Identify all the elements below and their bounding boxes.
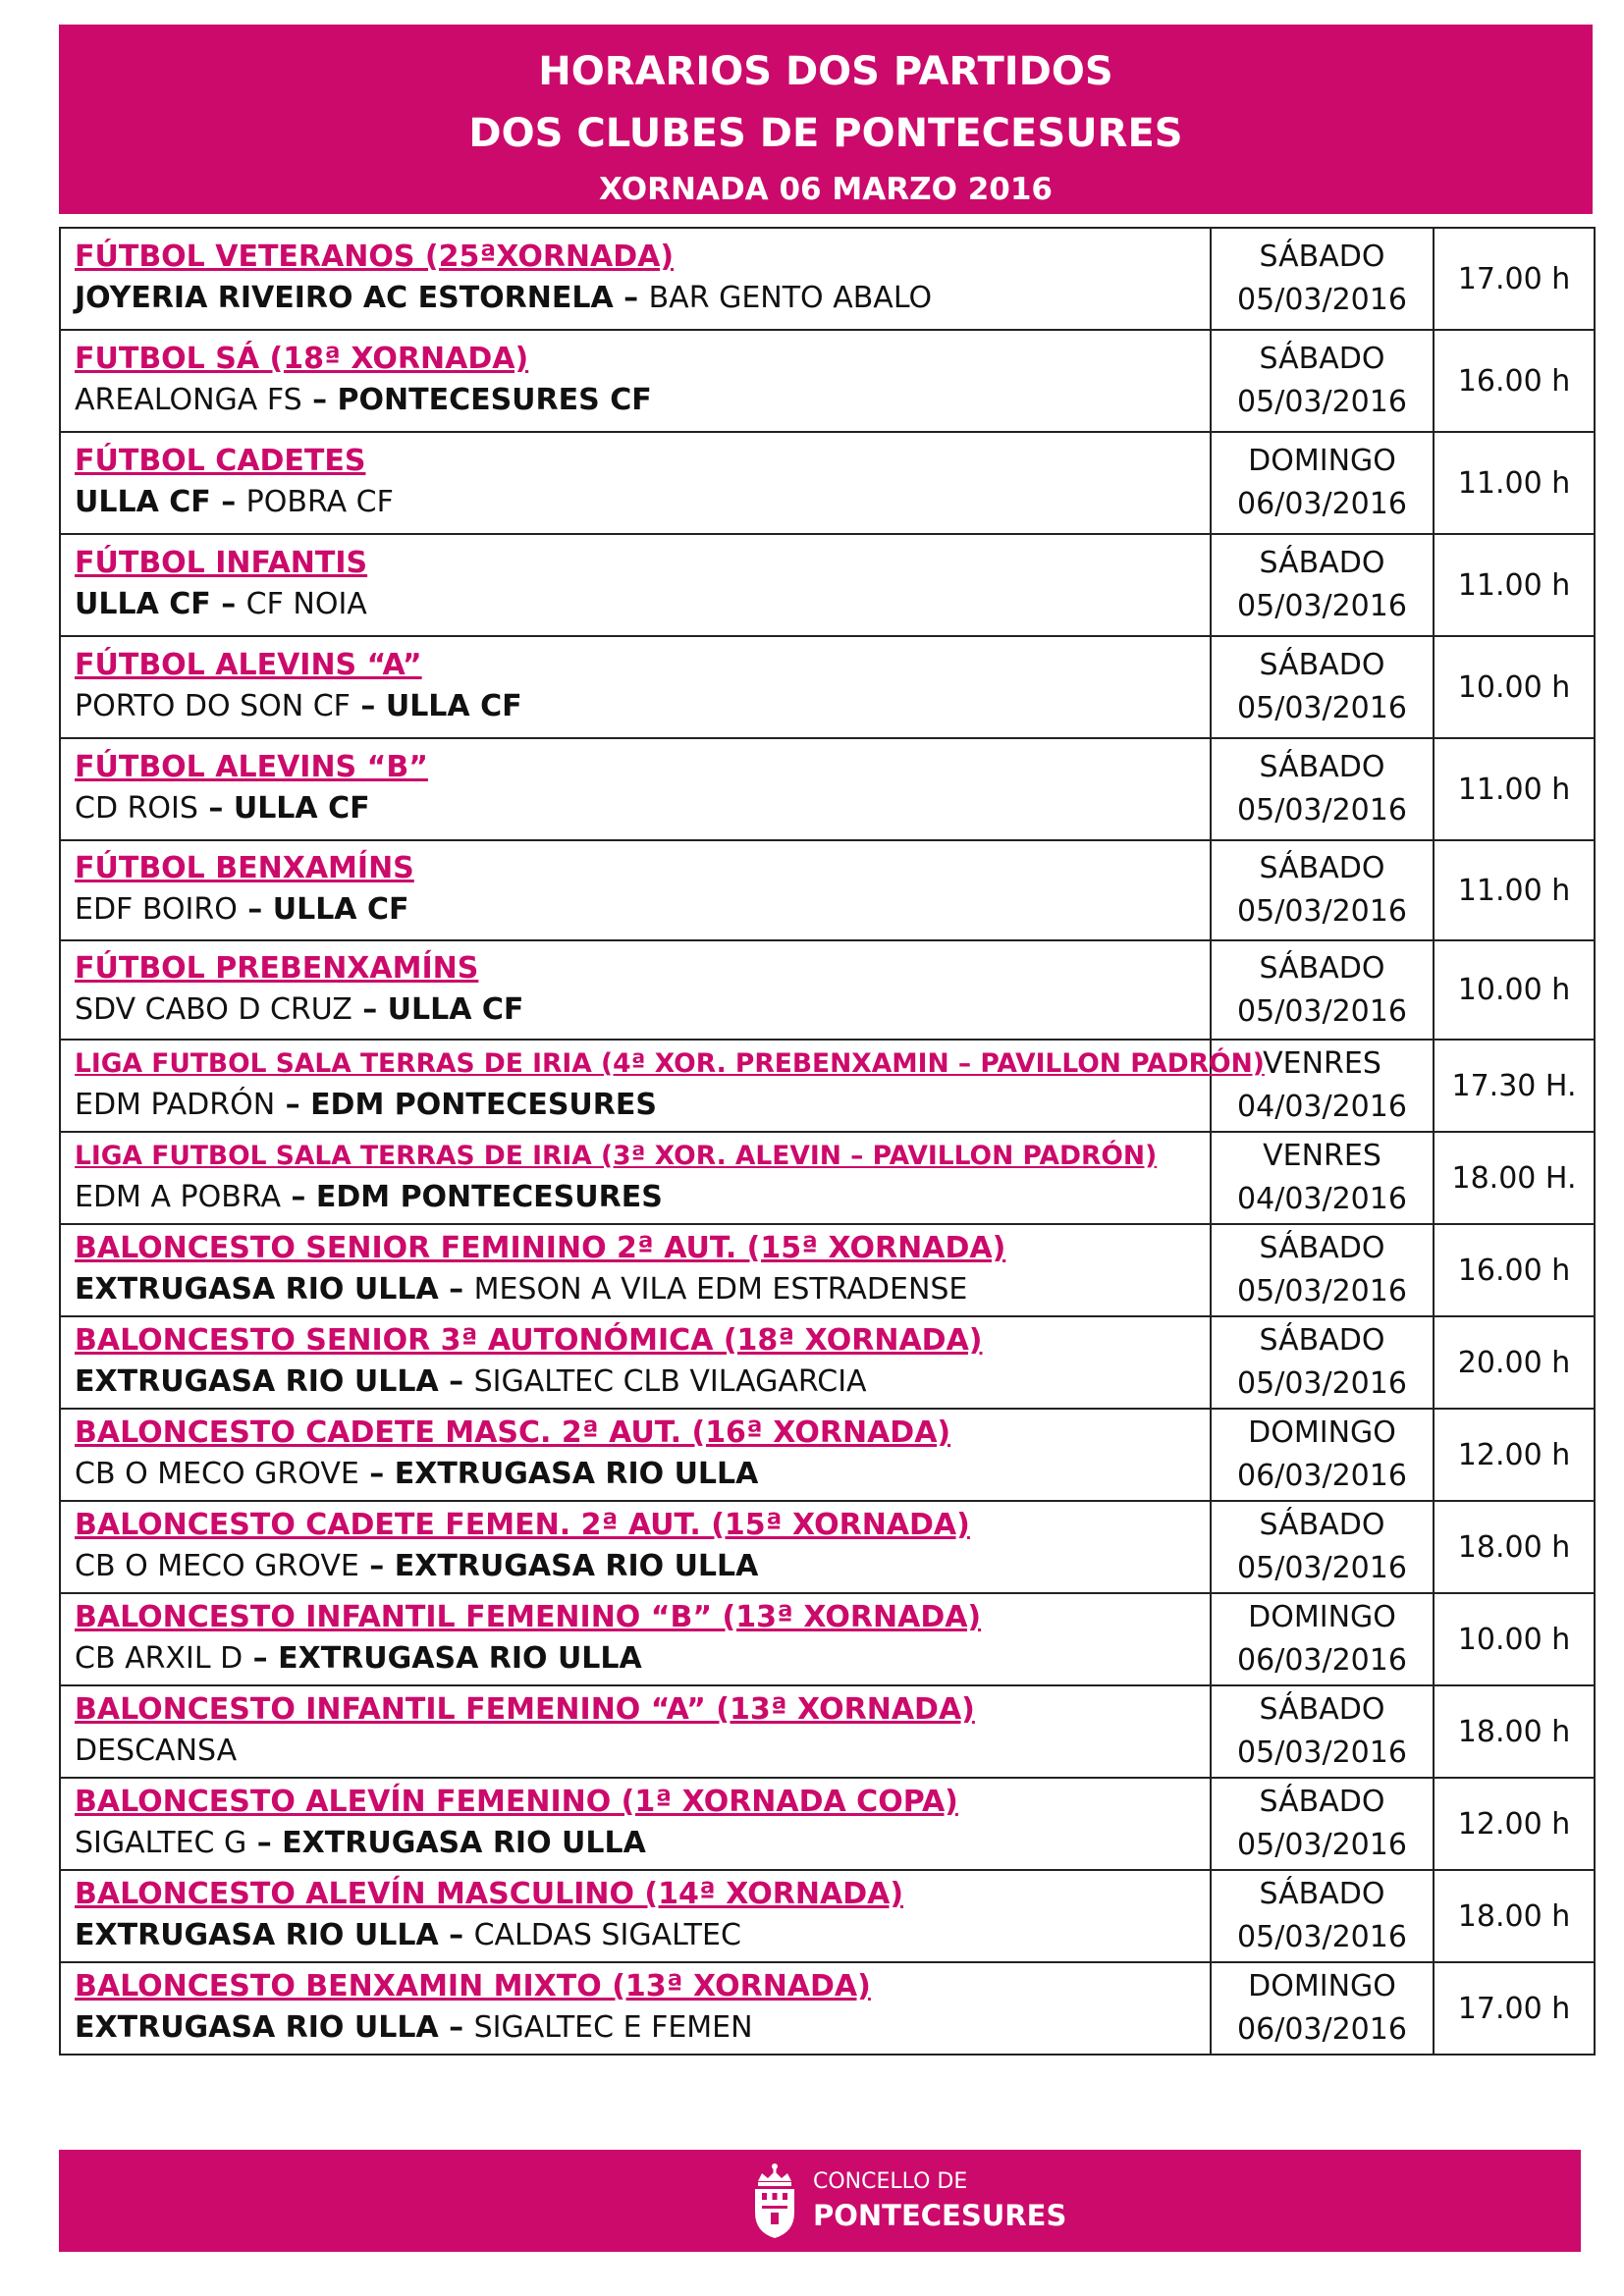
match-teams: [75, 1637, 1210, 1681]
day-cell: [1211, 432, 1434, 534]
competition-title: BALONCESTO ALEVÍN MASCULINO (14ª XORNADA): [75, 1877, 904, 1911]
away-team: EXTRUGASA RIO ULLA: [282, 1826, 646, 1860]
day-cell: [1211, 636, 1434, 738]
home-team: CB O MECO GROVE: [75, 1549, 359, 1583]
day-cell: [1211, 1778, 1434, 1870]
schedule-row: [60, 534, 1595, 636]
match-cell: [60, 330, 1211, 432]
away-team: POBRA CF: [245, 485, 394, 519]
competition-title: FÚTBOL INFANTIS: [75, 546, 368, 580]
weekday: DOMINGO: [1248, 444, 1396, 478]
home-team: JOYERIA RIVEIRO AC ESTORNELA: [75, 281, 614, 315]
weekday: SÁBADO: [1259, 648, 1385, 682]
match-date: 05/03/2016: [1237, 1551, 1407, 1585]
weekday: SÁBADO: [1259, 851, 1385, 885]
match-teams: [75, 1822, 1210, 1865]
team-separator: –: [613, 281, 649, 315]
competition-title: FÚTBOL PREBENXAMÍNS: [75, 950, 479, 986]
match-time: 12.00 h: [1434, 1409, 1595, 1501]
team-separator: –: [358, 1549, 395, 1583]
home-team: EDF BOIRO: [75, 892, 238, 927]
match-cell: [60, 534, 1211, 636]
competition-title: FUTBOL SÁ (18ª XORNADA): [75, 342, 529, 376]
schedule-row: [60, 1132, 1595, 1224]
match-date: 05/03/2016: [1237, 793, 1407, 828]
schedule-row: [60, 840, 1595, 940]
team-separator: –: [301, 383, 338, 417]
schedule-row: [60, 1593, 1595, 1685]
match-cell: [60, 228, 1211, 330]
weekday: SÁBADO: [1259, 950, 1385, 986]
team-separator: –: [352, 991, 388, 1027]
day-cell: [1211, 1501, 1434, 1593]
schedule-row: [60, 330, 1595, 432]
home-team: CB ARXIL D: [75, 1641, 244, 1676]
match-date: 05/03/2016: [1237, 1366, 1407, 1401]
home-team: EXTRUGASA RIO ULLA: [75, 1364, 439, 1399]
match-cell: [60, 1962, 1211, 2055]
team-separator: –: [210, 587, 246, 621]
match-date: 05/03/2016: [1237, 385, 1407, 419]
away-team: EXTRUGASA RIO ULLA: [394, 1549, 759, 1583]
match-cell: [60, 1870, 1211, 1962]
team-separator: –: [438, 1272, 474, 1307]
match-cell: [60, 940, 1211, 1040]
match-time: 10.00 h: [1434, 636, 1595, 738]
competition-title: BALONCESTO SENIOR 3ª AUTONÓMICA (18ª XORNADA): [75, 1323, 983, 1358]
home-team: EDM PADRÓN: [75, 1088, 276, 1122]
match-time: 18.00 H.: [1434, 1132, 1595, 1224]
match-cell: [60, 840, 1211, 940]
home-team: EXTRUGASA RIO ULLA: [75, 2010, 439, 2045]
day-cell: [1211, 940, 1434, 1040]
home-team: CD ROIS: [75, 791, 198, 826]
day-cell: [1211, 1962, 1434, 2055]
match-cell: [60, 1316, 1211, 1409]
weekday: DOMINGO: [1248, 1969, 1396, 2003]
match-cell: [60, 1409, 1211, 1501]
match-time: 11.00 h: [1434, 534, 1595, 636]
competition-title: FÚTBOL BENXAMÍNS: [75, 851, 414, 885]
match-teams: [75, 1361, 1210, 1404]
weekday: SÁBADO: [1259, 1231, 1385, 1265]
match-time: 18.00 h: [1434, 1870, 1595, 1962]
team-separator: –: [438, 2010, 474, 2045]
day-cell: [1211, 1593, 1434, 1685]
match-teams: [75, 379, 1210, 422]
match-time: 17.30 H.: [1434, 1040, 1595, 1132]
match-teams: [75, 1730, 1210, 1773]
match-teams: [75, 988, 1210, 1032]
schedule-row: [60, 1409, 1595, 1501]
match-time: 10.00 h: [1434, 1593, 1595, 1685]
match-teams: [75, 1453, 1210, 1496]
match-teams: [75, 1268, 1210, 1311]
away-team: EXTRUGASA RIO ULLA: [394, 1457, 759, 1491]
home-team: EXTRUGASA RIO ULLA: [75, 1918, 439, 1952]
team-separator: –: [438, 1364, 474, 1399]
schedule-table: [59, 227, 1596, 2056]
day-cell: [1211, 1316, 1434, 1409]
day-cell: [1211, 1870, 1434, 1962]
match-time: 17.00 h: [1434, 228, 1595, 330]
header-title: HORARIOS DOS PARTIDOS: [538, 49, 1113, 94]
match-teams: [75, 481, 1210, 524]
day-cell: [1211, 1685, 1434, 1778]
match-date: 06/03/2016: [1237, 1643, 1407, 1678]
match-time: 11.00 h: [1434, 840, 1595, 940]
schedule-row: [60, 1685, 1595, 1778]
day-cell: [1211, 330, 1434, 432]
match-date: 04/03/2016: [1237, 1182, 1407, 1216]
weekday: SÁBADO: [1259, 240, 1385, 274]
match-teams: [75, 888, 1210, 932]
away-team: CALDAS SIGALTEC: [473, 1918, 741, 1952]
match-cell: [60, 1778, 1211, 1870]
home-team: AREALONGA FS: [75, 383, 302, 417]
match-date: 06/03/2016: [1237, 2012, 1407, 2047]
match-teams: [75, 277, 1210, 320]
home-team: EXTRUGASA RIO ULLA: [75, 1272, 439, 1307]
match-teams: [75, 1914, 1210, 1957]
away-team: BAR GENTO ABALO: [648, 281, 933, 315]
day-cell: [1211, 1409, 1434, 1501]
competition-title: LIGA FUTBOL SALA TERRAS DE IRIA (4ª XOR. PREBENXAMIN – PAVILLON PADRÓN): [75, 1048, 1265, 1079]
match-time: 17.00 h: [1434, 1962, 1595, 2055]
match-date: 05/03/2016: [1237, 283, 1407, 317]
away-team: EDM PONTECESURES: [315, 1180, 663, 1214]
match-cell: [60, 636, 1211, 738]
page-header: [59, 25, 1593, 214]
competition-title: BALONCESTO CADETE FEMEN. 2ª AUT. (15ª XORNADA): [75, 1508, 970, 1542]
away-team: CF NOIA: [245, 587, 367, 621]
match-date: 05/03/2016: [1237, 589, 1407, 623]
header-date: XORNADA 06 MARZO 2016: [598, 172, 1054, 207]
footer-line2: PONTECESURES: [813, 2199, 1067, 2232]
competition-title: BALONCESTO CADETE MASC. 2ª AUT. (16ª XORNADA): [75, 1415, 951, 1450]
home-team: EDM A POBRA: [75, 1180, 281, 1214]
competition-title: FÚTBOL ALEVINS “A”: [75, 648, 422, 682]
match-date: 05/03/2016: [1237, 1828, 1407, 1862]
schedule-row: [60, 1962, 1595, 2055]
competition-title: BALONCESTO ALEVÍN FEMENINO (1ª XORNADA COPA): [75, 1785, 958, 1819]
weekday: SÁBADO: [1259, 1785, 1385, 1819]
weekday: SÁBADO: [1259, 750, 1385, 784]
match-teams: [75, 583, 1210, 626]
match-time: 10.00 h: [1434, 940, 1595, 1040]
match-cell: [60, 738, 1211, 840]
day-cell: [1211, 534, 1434, 636]
away-team: SIGALTEC CLB VILAGARCIA: [473, 1364, 867, 1399]
home-team: SDV CABO D CRUZ: [75, 991, 352, 1027]
match-cell: [60, 1501, 1211, 1593]
weekday: VENRES: [1263, 1139, 1381, 1173]
weekday: SÁBADO: [1259, 1877, 1385, 1911]
match-time: 11.00 h: [1434, 738, 1595, 840]
schedule-row: [60, 636, 1595, 738]
team-separator: –: [197, 791, 234, 826]
header-subtitle: DOS CLUBES DE PONTECESURES: [468, 111, 1183, 156]
home-team: SIGALTEC G: [75, 1826, 247, 1860]
team-separator: –: [246, 1826, 283, 1860]
schedule-row: [60, 1224, 1595, 1316]
match-time: 18.00 h: [1434, 1685, 1595, 1778]
schedule-row: [60, 1870, 1595, 1962]
weekday: SÁBADO: [1259, 1508, 1385, 1542]
competition-title: FÚTBOL CADETES: [75, 444, 366, 478]
team-separator: –: [275, 1088, 311, 1122]
competition-title: BALONCESTO INFANTIL FEMENINO “B” (13ª XORNADA): [75, 1600, 982, 1634]
match-time: 12.00 h: [1434, 1778, 1595, 1870]
day-cell: [1211, 228, 1434, 330]
match-teams: [75, 1545, 1210, 1588]
match-time: 16.00 h: [1434, 1224, 1595, 1316]
schedule-row: [60, 1040, 1595, 1132]
team-separator: –: [280, 1180, 316, 1214]
match-date: 05/03/2016: [1237, 1920, 1407, 1954]
day-cell: [1211, 1132, 1434, 1224]
away-team: PONTECESURES CF: [337, 383, 652, 417]
team-separator: –: [210, 485, 246, 519]
competition-title: BALONCESTO INFANTIL FEMENINO “A” (13ª XORNADA): [75, 1692, 975, 1727]
match-cell: [60, 432, 1211, 534]
away-team: ULLA CF: [387, 991, 524, 1027]
home-team: CB O MECO GROVE: [75, 1457, 359, 1491]
competition-title: BALONCESTO SENIOR FEMININO 2ª AUT. (15ª XORNADA): [75, 1231, 1006, 1265]
match-cell: [60, 1224, 1211, 1316]
match-date: 05/03/2016: [1237, 1735, 1407, 1770]
schedule-row: [60, 738, 1595, 840]
match-date: 05/03/2016: [1237, 993, 1407, 1029]
schedule-row: [60, 1501, 1595, 1593]
home-team: PORTO DO SON CF: [75, 689, 351, 723]
match-cell: [60, 1040, 1265, 1132]
match-date: 05/03/2016: [1237, 691, 1407, 725]
schedule-row: [60, 432, 1595, 534]
schedule-row: [60, 940, 1595, 1040]
away-team: SIGALTEC E FEMEN: [473, 2010, 753, 2045]
footer-line1: CONCELLO DE: [813, 2169, 968, 2194]
weekday: SÁBADO: [1259, 342, 1385, 376]
match-teams: [75, 1084, 1210, 1127]
competition-title: LIGA FUTBOL SALA TERRAS DE IRIA (3ª XOR. ALEVIN – PAVILLON PADRÓN): [75, 1141, 1158, 1171]
match-date: 05/03/2016: [1237, 1274, 1407, 1308]
page-footer: [59, 2150, 1581, 2252]
match-cell: [60, 1685, 1211, 1778]
match-time: 18.00 h: [1434, 1501, 1595, 1593]
match-date: 05/03/2016: [1237, 894, 1407, 929]
home-team: DESCANSA: [75, 1734, 238, 1768]
away-team: ULLA CF: [272, 892, 409, 927]
match-time: 16.00 h: [1434, 330, 1595, 432]
match-time: 11.00 h: [1434, 432, 1595, 534]
home-team: ULLA CF: [75, 587, 211, 621]
team-separator: –: [438, 1918, 474, 1952]
match-time: 20.00 h: [1434, 1316, 1595, 1409]
team-separator: –: [243, 1641, 279, 1676]
day-cell: [1211, 1224, 1434, 1316]
match-cell: [60, 1132, 1211, 1224]
away-team: ULLA CF: [385, 689, 522, 723]
schedule-row: [60, 1316, 1595, 1409]
team-separator: –: [237, 892, 273, 927]
weekday: SÁBADO: [1259, 546, 1385, 580]
match-date: 06/03/2016: [1237, 1459, 1407, 1493]
match-teams: [75, 787, 1210, 830]
weekday: SÁBADO: [1259, 1323, 1385, 1358]
match-teams: [75, 2006, 1210, 2050]
weekday: DOMINGO: [1248, 1415, 1396, 1450]
schedule-row: [60, 1778, 1595, 1870]
municipal-crest-icon: [750, 2162, 799, 2240]
day-cell: [1211, 738, 1434, 840]
match-cell: [60, 1593, 1211, 1685]
match-teams: [75, 685, 1210, 728]
weekday: DOMINGO: [1248, 1600, 1396, 1634]
team-separator: –: [350, 689, 386, 723]
away-team: ULLA CF: [233, 791, 370, 826]
competition-title: FÚTBOL ALEVINS “B”: [75, 750, 428, 784]
home-team: ULLA CF: [75, 485, 211, 519]
schedule-row: [60, 228, 1595, 330]
away-team: MESON A VILA EDM ESTRADENSE: [473, 1272, 968, 1307]
competition-title: FÚTBOL VETERANOS (25ªXORNADA): [75, 240, 675, 274]
match-date: 06/03/2016: [1237, 487, 1407, 521]
weekday: SÁBADO: [1259, 1692, 1385, 1727]
away-team: EDM PONTECESURES: [310, 1088, 657, 1122]
away-team: EXTRUGASA RIO ULLA: [278, 1641, 642, 1676]
match-teams: [75, 1176, 1210, 1219]
weekday: VENRES: [1263, 1046, 1381, 1081]
match-date: 04/03/2016: [1237, 1090, 1407, 1124]
day-cell: [1211, 840, 1434, 940]
team-separator: –: [358, 1457, 395, 1491]
competition-title: BALONCESTO BENXAMIN MIXTO (13ª XORNADA): [75, 1969, 871, 2003]
